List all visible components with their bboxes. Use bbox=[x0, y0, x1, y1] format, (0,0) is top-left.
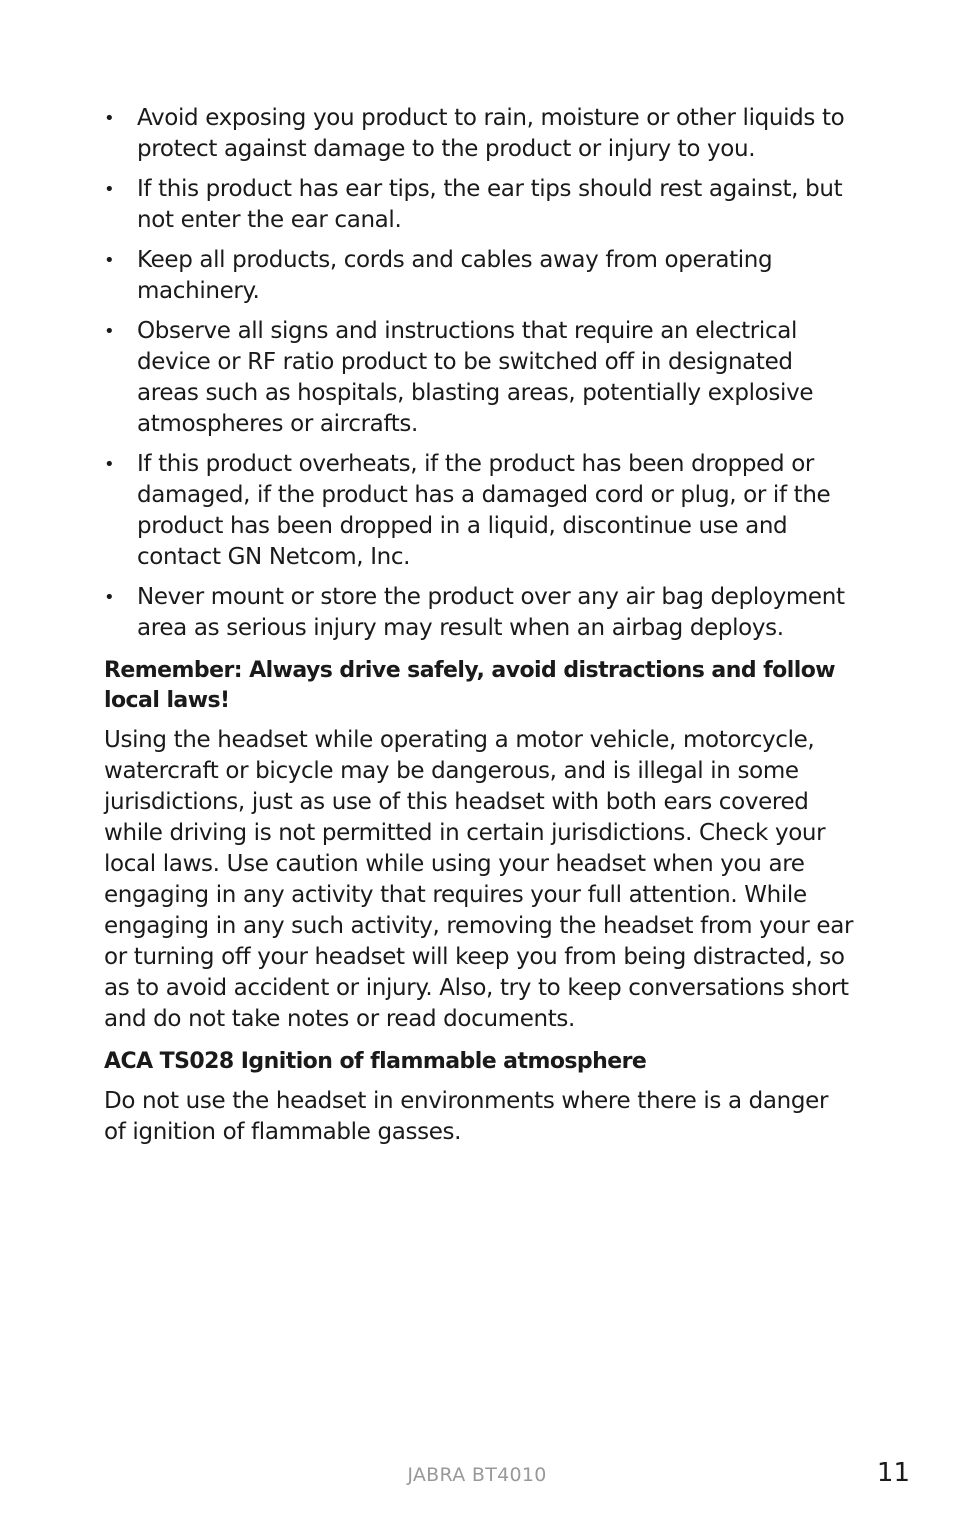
bullet-item bbox=[104, 174, 854, 236]
bullet-item bbox=[104, 316, 854, 440]
aca-heading: ACA TS028 Ignition of flammable atmosphere bbox=[104, 1049, 647, 1074]
bullet-item bbox=[104, 582, 854, 644]
page-number: 11 bbox=[876, 1458, 910, 1488]
bullet-symbol: • bbox=[104, 179, 115, 200]
bullet-text: Avoid exposing you product to rain, moisture or other liquids to protect against damage to the product or injury to you. bbox=[137, 105, 845, 162]
remember-paragraph: Using the headset while operating a motor vehicle, motorcycle, watercraft or bicycle may be dangerous, and is illegal in some jurisdictions, just as use of this headset with both ears covered while driving is not permitted in certain jurisdictions. Check your local laws. Use caution while using your headset when you are engaging in any activity that requires your full attention. While engaging in any such activity, removing the headset from your ear or turning off your headset will keep you from being distracted, so as to avoid accident or injury. Also, try to keep conversations short and do not take notes or read documents. bbox=[104, 727, 854, 1032]
aca-paragraph: Do not use the headset in environments where there is a danger of ignition of flammable gasses. bbox=[104, 1088, 829, 1145]
bullet-text: If this product overheats, if the product has been dropped or damaged, if the product has a damaged cord or plug, or if the product has been dropped in a liquid, discontinue use and contact GN Netcom, Inc. bbox=[137, 451, 831, 570]
bullet-item bbox=[104, 449, 854, 573]
bullet-text: Never mount or store the product over any air bag deployment area as serious injury may result when an airbag deploys. bbox=[137, 584, 845, 641]
footer-brand: JABRA BT4010 bbox=[407, 1464, 547, 1486]
bullet-symbol: • bbox=[104, 454, 115, 475]
bullet-symbol: • bbox=[104, 108, 115, 129]
safety-bullet-list bbox=[104, 103, 854, 644]
bullet-text: Keep all products, cords and cables away from operating machinery. bbox=[137, 247, 773, 304]
bullet-item bbox=[104, 103, 854, 165]
bullet-symbol: • bbox=[104, 250, 115, 271]
page-content bbox=[104, 103, 854, 1157]
bullet-symbol: • bbox=[104, 321, 115, 342]
bullet-item bbox=[104, 245, 854, 307]
remember-heading: Remember: Always drive safely, avoid distractions and follow local laws! bbox=[104, 658, 836, 713]
bullet-text: If this product has ear tips, the ear tips should rest against, but not enter the ear canal. bbox=[137, 176, 843, 233]
bullet-symbol: • bbox=[104, 587, 115, 608]
bullet-text: Observe all signs and instructions that require an electrical device or RF ratio product to be switched off in designated areas such as hospitals, blasting areas, potentially explosive atmospheres or aircrafts. bbox=[137, 318, 814, 437]
